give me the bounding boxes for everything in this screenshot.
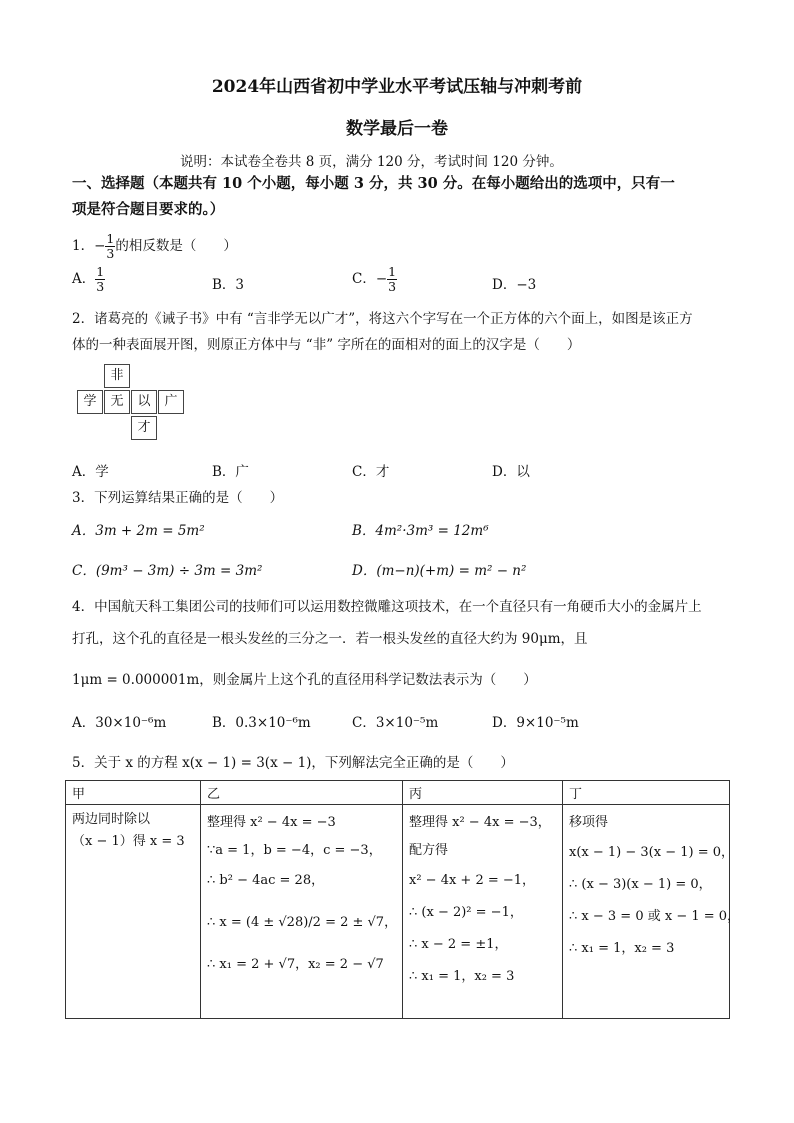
question-5: 5．关于 x 的方程 x(x − 1) = 3(x − 1)，下列解法完全正确的是（ ） [72, 755, 514, 771]
q4-option-a[interactable]: A．30×10⁻⁶m [72, 715, 167, 731]
cell-jia: 两边同时除以 （x − 1）得 x = 3 [66, 805, 201, 1019]
net-cell: 无 [104, 390, 130, 414]
q1-option-a[interactable]: A． $\frac{1}{3}$ [72, 264, 105, 294]
net-cell: 以 [131, 390, 157, 414]
net-cell-bottom: 才 [131, 416, 157, 440]
net-cell-top: 非 [104, 364, 130, 388]
header-jia: 甲 [66, 781, 201, 805]
paper-subtitle: 数学最后一卷 [346, 119, 448, 139]
cell-yi: 整理得 x² − 4x = −3 ∵a = 1，b = −4，c = −3， ∴ b² − 4ac = 28， ∴ x = (4 ± √28)/2 = 2 ± √7， ∴ x₁ = 2 + √7，x₂ = 2 − √7 [201, 805, 403, 1019]
fraction: $\frac{1}{3}$ [106, 231, 115, 261]
section-heading-cont: 项是符合题目要求的。） [72, 201, 225, 218]
q1-option-b[interactable]: B．3 [212, 277, 245, 293]
exam-note: 说明：本试卷全卷共 8 页，满分 120 分，考试时间 120 分钟。 [180, 154, 563, 170]
q4-option-b[interactable]: B．0.3×10⁻⁶m [212, 715, 311, 731]
net-cell: 广 [158, 390, 184, 414]
q2-option-b[interactable]: B．广 [212, 464, 249, 480]
header-bing: 丙 [403, 781, 563, 805]
q4-option-c[interactable]: C．3×10⁻⁵m [352, 715, 439, 731]
q3-option-b[interactable]: B．4m²·3m³ = 12m⁶ [352, 523, 489, 539]
question-2-line1: 2．诸葛亮的《诫子书》中有 “言非学无以广才”，将这六个字写在一个正方体的六个面上，如图是该正方 [72, 311, 693, 327]
header-ding: 丁 [563, 781, 730, 805]
question-4-line2: 打孔，这个孔的直径是一根头发丝的三分之一．若一根头发丝的直径大约为 90μm，且 [72, 631, 588, 647]
header-yi: 乙 [201, 781, 403, 805]
q4-option-d[interactable]: D．9×10⁻⁵m [492, 715, 579, 731]
question-2-line2: 体的一种表面展开图，则原正方体中与 “非” 字所在的面相对的面上的汉字是（ ） [72, 337, 581, 353]
net-cell: 学 [77, 390, 103, 414]
table-row [66, 805, 730, 1019]
paper-title: 2024年山西省初中学业水平考试压轴与冲刺考前 [211, 77, 583, 97]
cube-net-diagram [77, 364, 187, 442]
solution-table [65, 780, 741, 1019]
cell-bing: 整理得 x² − 4x = −3， 配方得 x² − 4x + 2 = −1， ∴ (x − 2)² = −1， ∴ x − 2 = ±1， ∴ x₁ = 1，x₂ = 3 [403, 805, 563, 1019]
q1-option-d[interactable]: D．−3 [492, 277, 537, 293]
cell-ding: 移项得 x(x − 1) − 3(x − 1) = 0， ∴ (x − 3)(x − 1) = 0， ∴ x − 3 = 0 或 x − 1 = 0， ∴ x₁ = 1，x₂ = 3 [563, 805, 730, 1019]
question-4-line3: 1μm = 0.000001m，则金属片上这个孔的直径用科学记数法表示为（ ） [72, 672, 537, 688]
q1-option-c[interactable]: C．− $\frac{1}{3}$ [352, 264, 397, 294]
q3-option-a[interactable]: A．3m + 2m = 5m² [72, 523, 205, 539]
q3-option-d[interactable]: D．(m−n)(+m) = m² − n² [352, 563, 527, 579]
question-3: 3．下列运算结果正确的是（ ） [72, 490, 284, 506]
question-4-line1: 4．中国航天科工集团公司的技师们可以运用数控微雕这项技术，在一个直径只有一角硬币大小的金属片上 [72, 599, 702, 615]
q3-option-c[interactable]: C．(9m³ − 3m) ÷ 3m = 3m² [72, 563, 263, 579]
q2-option-c[interactable]: C．才 [352, 464, 390, 480]
table-header-row [66, 781, 730, 805]
question-1: 1．− $\frac{1}{3}$ 的相反数是（ ） [72, 231, 237, 261]
section-heading: 一、选择题（本题共有 10 个小题，每小题 3 分，共 30 分。在每小题给出的选项中，只有一 [72, 175, 675, 192]
q2-option-a[interactable]: A．学 [72, 464, 109, 480]
q2-option-d[interactable]: D．以 [492, 464, 530, 480]
